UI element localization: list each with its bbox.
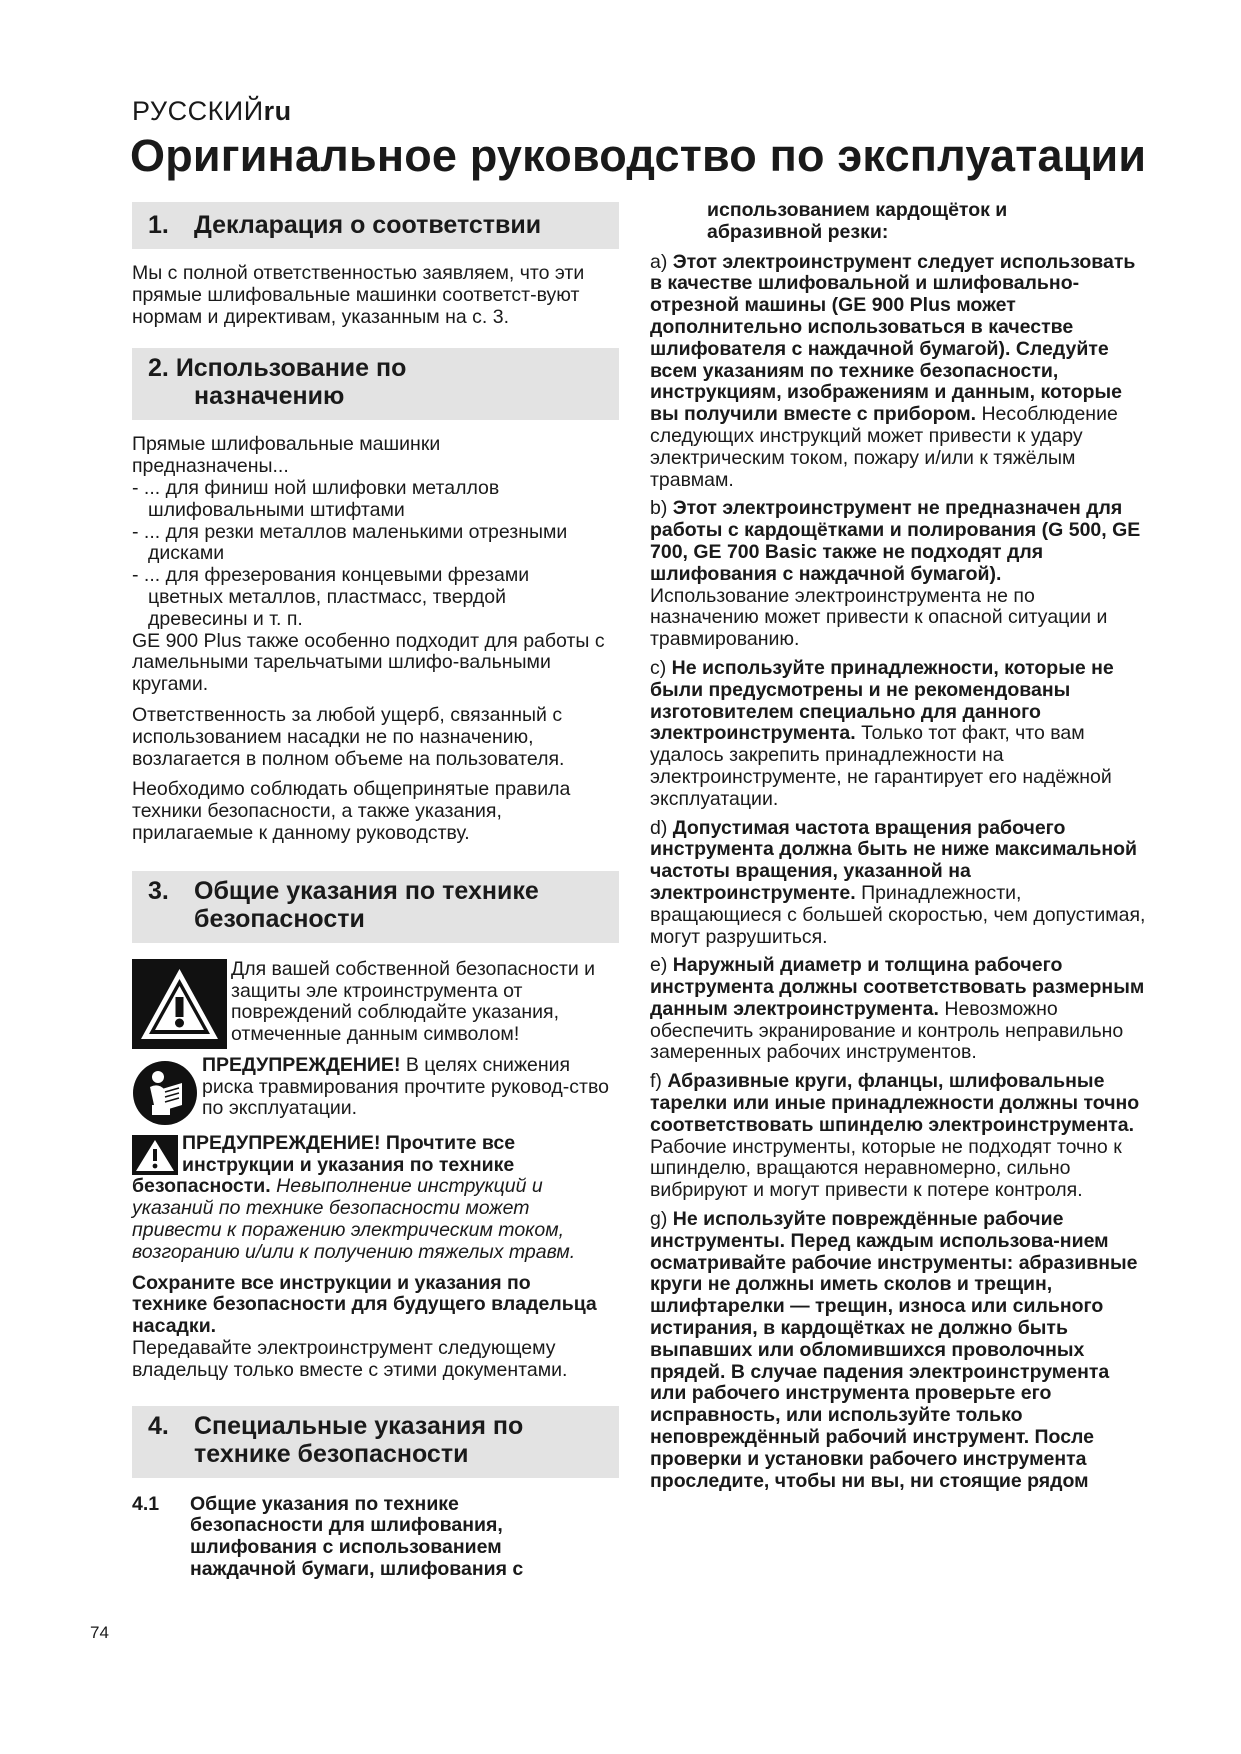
warning-bold-text: ПРЕДУПРЕЖДЕНИЕ! Прочтите все инструкции и указания по технике безопасности. [132,1131,516,1198]
read-manual-icon [132,1059,198,1127]
subsection-title: Общие указания по технике безопасности для шлифования, шлифования с использованием наждачной бумаги, шлифования с [190,1492,524,1580]
list-item: - ... для финиш ной шлифовки металлов шлифовальными штифтами [132,476,500,521]
item-text: Только тот факт, что вам удалось закрепить принадлежности на электроинструменте, не гарантирует его надёжной эксплуатации. [650,722,1112,810]
instructions-warning-block [132,1133,619,1264]
safety-item-e [650,955,1146,1064]
safety-rules-text: Необходимо соблюдать общепринятые правила техники безопасности, а также указания, прилагаемые к данному руководству. [132,778,571,844]
section-title-line1: Общие указания по технике [194,876,539,905]
safety-symbol-text: Для вашей собственной безопасности и защиты эле ктроинструмента от повреждений соблюдайте указания, отмеченные данным символом! [231,957,596,1046]
keep-instructions-text: Передавайте электроинструмент следующему владельцу только вместе с этими документами. [132,1336,568,1381]
item-label: d) [650,816,673,839]
item-text: Принадлежности, вращающиеся с большей скоростью, чем допустимая, могут разрушиться. [650,881,1146,948]
warning-italic-text: Невыполнение инструкций и указаний по технике безопасности может привести к поражению электрическим током, возгоранию и/или к получению тяжелых травм. [132,1175,576,1263]
section-heading-3 [132,871,619,943]
item-bold: Не используйте принадлежности, которые не были предусмотрены и не рекомендованы изготовителем специально для данного электроинструмента. [650,656,1114,745]
safety-symbol-block [132,959,619,1049]
page-title: Оригинальное руководство по эксплуатации [130,130,1147,181]
item-bold: Этот электроинструмент не предназначен для работы с кардощётками и полирования (G 500, GE 700, GE 700 Basic также не подходят для шлифования с наждачной бумагой). [650,497,1141,585]
warning-label: ПРЕДУПРЕЖДЕНИЕ! [202,1053,401,1076]
item-text: Рабочие инструменты, которые не подходят точно к шпинделю, вращаются неравномерно, сильно вибрируют и могут привести к потере контроля. [650,1135,1122,1202]
item-text: Невозможно обеспечить экранирование и контроль неправильно замеренных рабочих инструментов. [650,997,1124,1064]
warning-text: В целях снижения риска травмирования прочтите руковод-ство по эксплуатации. [202,1053,609,1120]
safety-item-a [650,252,1146,492]
item-bold: Этот электроинструмент следует использовать в качестве шлифовальной и шлифовально-отрезной машины (GE 900 Plus может дополнительно использоваться в качестве шлифователя с наждачной бумагой). Следуйте всем указаниям по технике безопасности, инструкциям, изображениям и данным, которые вы получили вместе с прибором. [650,250,1136,426]
section-title-line2: безопасности [194,904,365,933]
item-text: Несоблюдение следующих инструкций может привести к удару электрическим током, пожару и/или к тяжёлым травмам. [650,403,1118,491]
language-label [132,96,292,127]
section-title-line1: Специальные указания по [194,1411,524,1440]
subsection-4-1 [132,1494,619,1581]
item-label: b) [650,497,673,520]
safety-item-f [650,1071,1146,1202]
section-number: 4. [148,1411,169,1440]
item-text: Использование электроинструмента не по назначению может привести к опасной ситуации и травмированию. [650,584,1108,651]
liability-text: Ответственность за любой ущерб, связанный с использованием насадки не по назначению, возлагается в полном объеме на пользователя. [132,703,565,770]
section-number: 1. [148,210,169,239]
page-number: 74 [90,1623,109,1642]
item-label: a) [650,250,673,273]
right-column [650,200,1146,1499]
item-bold: Не используйте повреждённые рабочие инструменты. Перед каждым использова-нием осматривайте рабочие инструменты: абразивные круги не должны иметь сколов и трещин, шлифтарелки — трещин, износа или сильного истирания, в кардощётках не должно быть выпавших или обломившихся проволочных прядей. В случае падения электроинструмента или рабочего инструмента проверьте его исправность, или используйте только неповреждённый рабочий инструмент. После проверки и установки рабочего инструмента проследите, чтобы ни вы, ни стоящие рядом [650,1208,1138,1492]
language-code: ru [263,96,292,126]
item-label: f) [650,1070,668,1093]
section-title-line1: Использование по [175,354,407,383]
subsection-number: 4.1 [132,1492,160,1515]
section-title-line2: технике безопасности [194,1439,469,1468]
language-name: РУССКИЙ [132,96,264,126]
intended-use-intro: Прямые шлифовальные машинки предназначены... [132,433,441,478]
keep-instructions-bold: Сохраните все инструкции и указания по технике безопасности для будущего владельца насадки. [132,1271,597,1338]
section-heading-1 [132,202,619,249]
list-item: - ... для резки металлов маленькими отрезными дисками [132,520,568,565]
safety-item-g [650,1209,1146,1492]
left-column [132,202,619,1581]
item-bold: Допустимая частота вращения рабочего инструмента должна быть не ниже максимальной частоты вращения, указанной на электроинструменте. [650,816,1138,904]
item-label: e) [650,954,673,977]
item-label: g) [650,1208,673,1231]
read-manual-block [132,1055,619,1127]
declaration-text: Мы с полной ответственностью заявляем, что эти прямые шлифовальные машинки соответст-вуют нормам и директивам, указанным на с. 3. [132,262,585,328]
safety-item-b [650,498,1146,651]
warning-triangle-icon [132,959,227,1049]
warning-small-icon [132,1135,178,1175]
section-heading-4 [132,1406,619,1478]
safety-item-c [650,658,1146,811]
section-number: 2. [148,354,169,383]
list-item: - ... для фрезерования концевыми фрезами цветных металлов, пластмасс, твердой древесины и т. п. [132,564,530,630]
safety-item-d [650,818,1146,949]
ge900-note: GE 900 Plus также особенно подходит для работы с ламельными тарельчатыми шлифо-вальными кругами. [132,629,605,696]
section-title: Декларация о соответствии [194,210,542,239]
section-heading-2 [132,348,619,420]
subsection-title-continued: использованием кардощёток и абразивной резки: [707,199,1008,243]
section-number: 3. [148,876,169,905]
section-title-line2: назначению [194,382,345,411]
item-bold: Наружный диаметр и толщина рабочего инструмента должны соответствовать размерным данным электроинструмента. [650,954,1145,1020]
item-label: c) [650,656,672,679]
item-bold: Абразивные круги, фланцы, шлифовальные тарелки или иные принадлежности должны точно соответствовать шпинделю электроинструмента. [650,1070,1140,1136]
